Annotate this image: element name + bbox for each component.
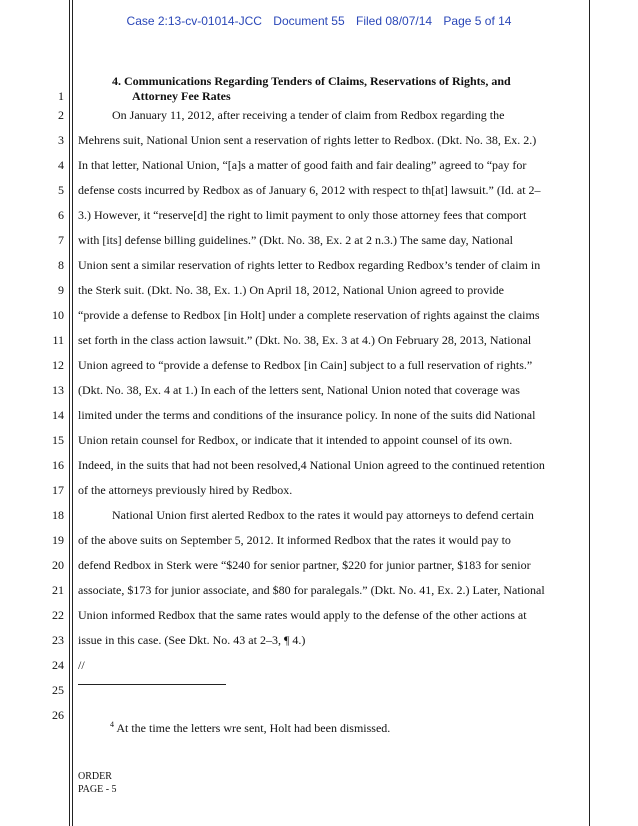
- footnote: [110, 720, 390, 736]
- body-line: On January 11, 2012, after receiving a tender of claim from Redbox regarding the: [112, 108, 505, 122]
- body-line: (Dkt. No. 38, Ex. 4 at 1.) In each of the letters sent, National Union noted that coverage was: [78, 383, 520, 397]
- page-count: Page 5 of 14: [443, 14, 512, 28]
- line-number: 3: [58, 133, 64, 147]
- body-line: limited under the terms and conditions of the insurance policy. In none of the suits did National: [78, 408, 536, 422]
- section-heading: 4. Communications Regarding Tenders of Claims, Reservations of Rights, and: [112, 74, 511, 88]
- line-number: 17: [52, 483, 64, 497]
- line-number: 1: [58, 89, 64, 103]
- line-number: 12: [52, 358, 64, 372]
- line-number: 14: [52, 408, 64, 422]
- body-line: set forth in the class action lawsuit.” (Dkt. No. 38, Ex. 3 at 4.) On February 28, 2013, National: [78, 333, 532, 347]
- line-number: 10: [52, 308, 64, 322]
- filed-date: Filed 08/07/14: [356, 14, 433, 28]
- line-number: 2: [58, 108, 64, 122]
- body-line: National Union first alerted Redbox to the rates it would pay attorneys to defend certain: [112, 508, 534, 522]
- footnote-separator: [78, 684, 226, 685]
- body-line: Mehrens suit, National Union sent a reservation of rights letter to Redbox. (Dkt. No. 38, Ex. 2.): [78, 133, 537, 147]
- body-line: defense costs incurred by Redbox as of January 6, 2012 with respect to th[at] lawsuit.” (Id. at 2–: [78, 183, 541, 197]
- body-line: of the attorneys previously hired by Redbox.: [78, 483, 293, 497]
- line-number: 23: [52, 633, 64, 647]
- line-number: 13: [52, 383, 64, 397]
- line-number: 16: [52, 458, 64, 472]
- line-number: 15: [52, 433, 64, 447]
- footnote-text: At the time the letters wre sent, Holt had been dismissed.: [116, 721, 391, 735]
- line-number: 19: [52, 533, 64, 547]
- line-number: 6: [58, 208, 64, 222]
- body-line: 3.) However, it “reserve[d] the right to limit payment to only those attorney fees that comport: [78, 208, 527, 222]
- body-line: “provide a defense to Redbox [in Holt] under a complete reservation of rights against the claims: [78, 308, 540, 322]
- line-number: 5: [58, 183, 64, 197]
- line-number: 9: [58, 283, 64, 297]
- footnote-marker: 4: [110, 720, 114, 729]
- line-number: 4: [58, 158, 64, 172]
- body-line: Indeed, in the suits that had not been resolved,4 National Union agreed to the continued retention: [78, 458, 545, 472]
- body-line: Union sent a similar reservation of rights letter to Redbox regarding Redbox’s tender of claim in: [78, 258, 541, 272]
- document-number: Document 55: [273, 14, 345, 28]
- case-number: Case 2:13-cv-01014-JCC: [126, 14, 262, 28]
- line-number: 26: [52, 708, 64, 722]
- left-margin-rule-inner: [72, 0, 73, 826]
- left-margin-rule: [69, 0, 70, 826]
- line-number: 18: [52, 508, 64, 522]
- line-number: 22: [52, 608, 64, 622]
- body-line: defend Redbox in Sterk were “$240 for senior partner, $220 for junior partner, $183 for senior: [78, 558, 531, 572]
- body-line: with [its] defense billing guidelines.” (Dkt. No. 38, Ex. 2 at 2 n.3.) The same day, National: [78, 233, 513, 247]
- body-line: Union informed Redbox that the same rates would apply to the defense of the other actions at: [78, 608, 527, 622]
- line-number: 25: [52, 683, 64, 697]
- footer-label: ORDER: [78, 771, 112, 782]
- body-line: issue in this case. (See Dkt. No. 43 at 2–3, ¶ 4.): [78, 633, 306, 647]
- right-margin-rule: [589, 0, 590, 826]
- case-header: [0, 14, 638, 28]
- line-number: 20: [52, 558, 64, 572]
- line-number: 24: [52, 658, 64, 672]
- body-line: Union agreed to “provide a defense to Redbox [in Cain] subject to a full reservation of rights.”: [78, 358, 533, 372]
- body-line: the Sterk suit. (Dkt. No. 38, Ex. 1.) On April 18, 2012, National Union agreed to provide: [78, 283, 504, 297]
- line-number: 11: [52, 333, 64, 347]
- line-number: 8: [58, 258, 64, 272]
- body-line: //: [78, 658, 85, 672]
- body-line: In that letter, National Union, “[a]s a matter of good faith and fair dealing” agreed to “pay for: [78, 158, 527, 172]
- body-line: of the above suits on September 5, 2012. It informed Redbox that the rates it would pay to: [78, 533, 511, 547]
- body-line: Union retain counsel for Redbox, or indicate that it intended to appoint counsel of its own.: [78, 433, 513, 447]
- section-heading-continued: Attorney Fee Rates: [132, 89, 231, 103]
- footer-page: PAGE - 5: [78, 784, 117, 795]
- body-line: associate, $173 for junior associate, and $80 for paralegals.” (Dkt. No. 41, Ex. 2.) Later, National: [78, 583, 545, 597]
- line-number: 21: [52, 583, 64, 597]
- line-number: 7: [58, 233, 64, 247]
